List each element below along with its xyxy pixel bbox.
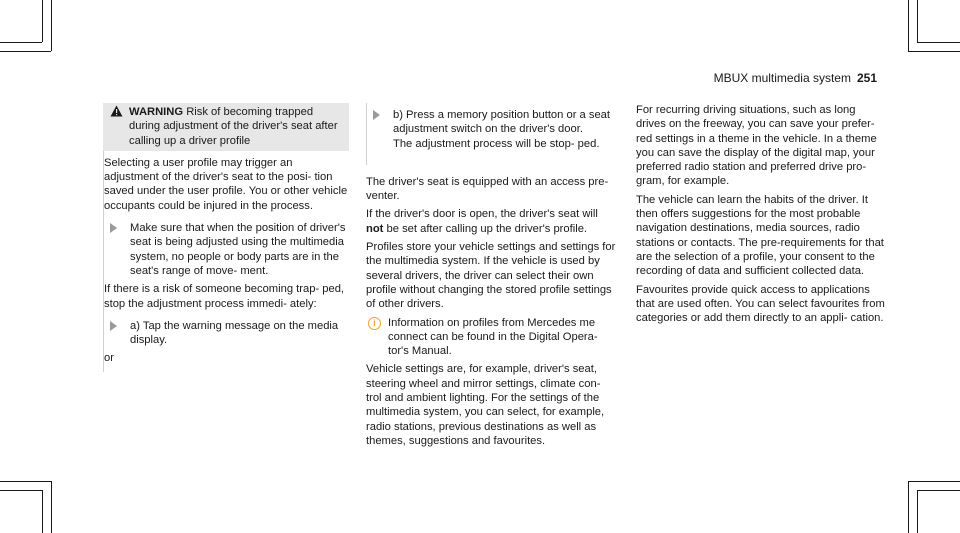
arrow-bullet-icon [110, 223, 117, 233]
crop-mark [908, 0, 909, 51]
running-header [714, 71, 877, 85]
paragraph: The driver's seat is equipped with an access pre- venter. [366, 175, 609, 203]
crop-mark [0, 490, 42, 491]
crop-mark [42, 490, 43, 533]
crop-mark [908, 481, 960, 482]
warning-step-b-text: b) Press a memory position button or a seat adjustment switch on the driver's door. The adjustment process will be stop- ped. [393, 109, 611, 150]
warning-step-text: Make sure that when the position of driver's seat is being adjusted using the multimedia system, no people or body parts are in the seat's range of move- ment. [130, 222, 346, 277]
warning-step-b [367, 103, 618, 151]
page-number: 251 [856, 71, 877, 85]
crop-mark [908, 51, 960, 52]
header-title: MBUX multimedia system [713, 71, 851, 85]
warning-continued [366, 103, 618, 165]
column-2 [366, 103, 618, 452]
warning-step [104, 221, 349, 278]
crop-mark [0, 51, 51, 52]
crop-mark [917, 490, 960, 491]
paragraph: The vehicle can learn the habits of the driver. It then offers suggestions for the most probable navigation destinations, media sources, radio stations or contacts. The pre-requirements for that are the selection of a profile, your consent to the recording of data and sufficient collected data. [636, 193, 884, 278]
crop-mark [0, 481, 51, 482]
warning-box [103, 103, 349, 151]
arrow-bullet-icon [373, 110, 380, 120]
warning-if-risk: If there is a risk of someone becoming trap- ped, stop the adjustment process immedi- ately: [104, 283, 345, 310]
info-icon: i [368, 317, 381, 330]
warning-header [103, 103, 349, 151]
arrow-bullet-icon [110, 321, 117, 331]
paragraph: For recurring driving situations, such as long drives on the freeway, you can save your prefer- red settings in a theme in the vehicle. In a theme you can save the display of the digital map, your preferred radio station and preferred drive pro- gram, for example. [636, 104, 877, 188]
crop-mark [0, 42, 42, 43]
column-1 [103, 103, 349, 372]
warning-step-a-text: a) Tap the warning message on the media display. [130, 319, 339, 347]
warning-triangle-icon [110, 105, 123, 117]
warning-title: Risk of becoming trapped during adjustment of the driver's seat after calling up a driver profile [129, 106, 338, 147]
info-text: Information on profiles from Mercedes me connect can be found in the Digital Opera- tor's Manual. [388, 316, 598, 358]
text: be set after calling up the driver's profile. [383, 222, 588, 235]
crop-mark [917, 490, 918, 533]
warning-step-a [104, 319, 349, 348]
warning-body: Selecting a user profile may trigger an adjustment of the driver's seat to the posi- tion saved under the user profile. You or other vehicle occupants could be injured in the process. [104, 156, 348, 212]
text: If the driver's door is open, the driver's seat will [366, 208, 598, 221]
crop-mark [917, 42, 960, 43]
crop-mark [42, 0, 43, 42]
warning-label: WARNING [129, 106, 184, 118]
paragraph [366, 207, 618, 236]
crop-mark [51, 0, 52, 51]
crop-mark [917, 0, 918, 42]
paragraph: Favourites provide quick access to applications that are used often. You can select favourites from categories or add them directly to an appli- cation. [636, 283, 885, 325]
crop-mark [908, 481, 909, 533]
crop-mark [51, 481, 52, 533]
info-note [366, 316, 618, 359]
paragraph: Vehicle settings are, for example, driver's seat, steering wheel and mirror settings, climate con- trol and ambient lighting. For the settings of the multimedia system, you can select, for example, radio stations, previous destinations as well as themes, suggestions and favourites. [366, 363, 605, 447]
bold-text: not [366, 222, 384, 235]
warning-content [103, 151, 349, 372]
warning-or: or [104, 352, 114, 365]
column-3 [636, 103, 888, 329]
paragraph: Profiles store your vehicle settings and settings for the multimedia system. If the vehicle is used by several drivers, the driver can select their own profile without changing the stored profile settings of other drivers. [366, 241, 616, 311]
